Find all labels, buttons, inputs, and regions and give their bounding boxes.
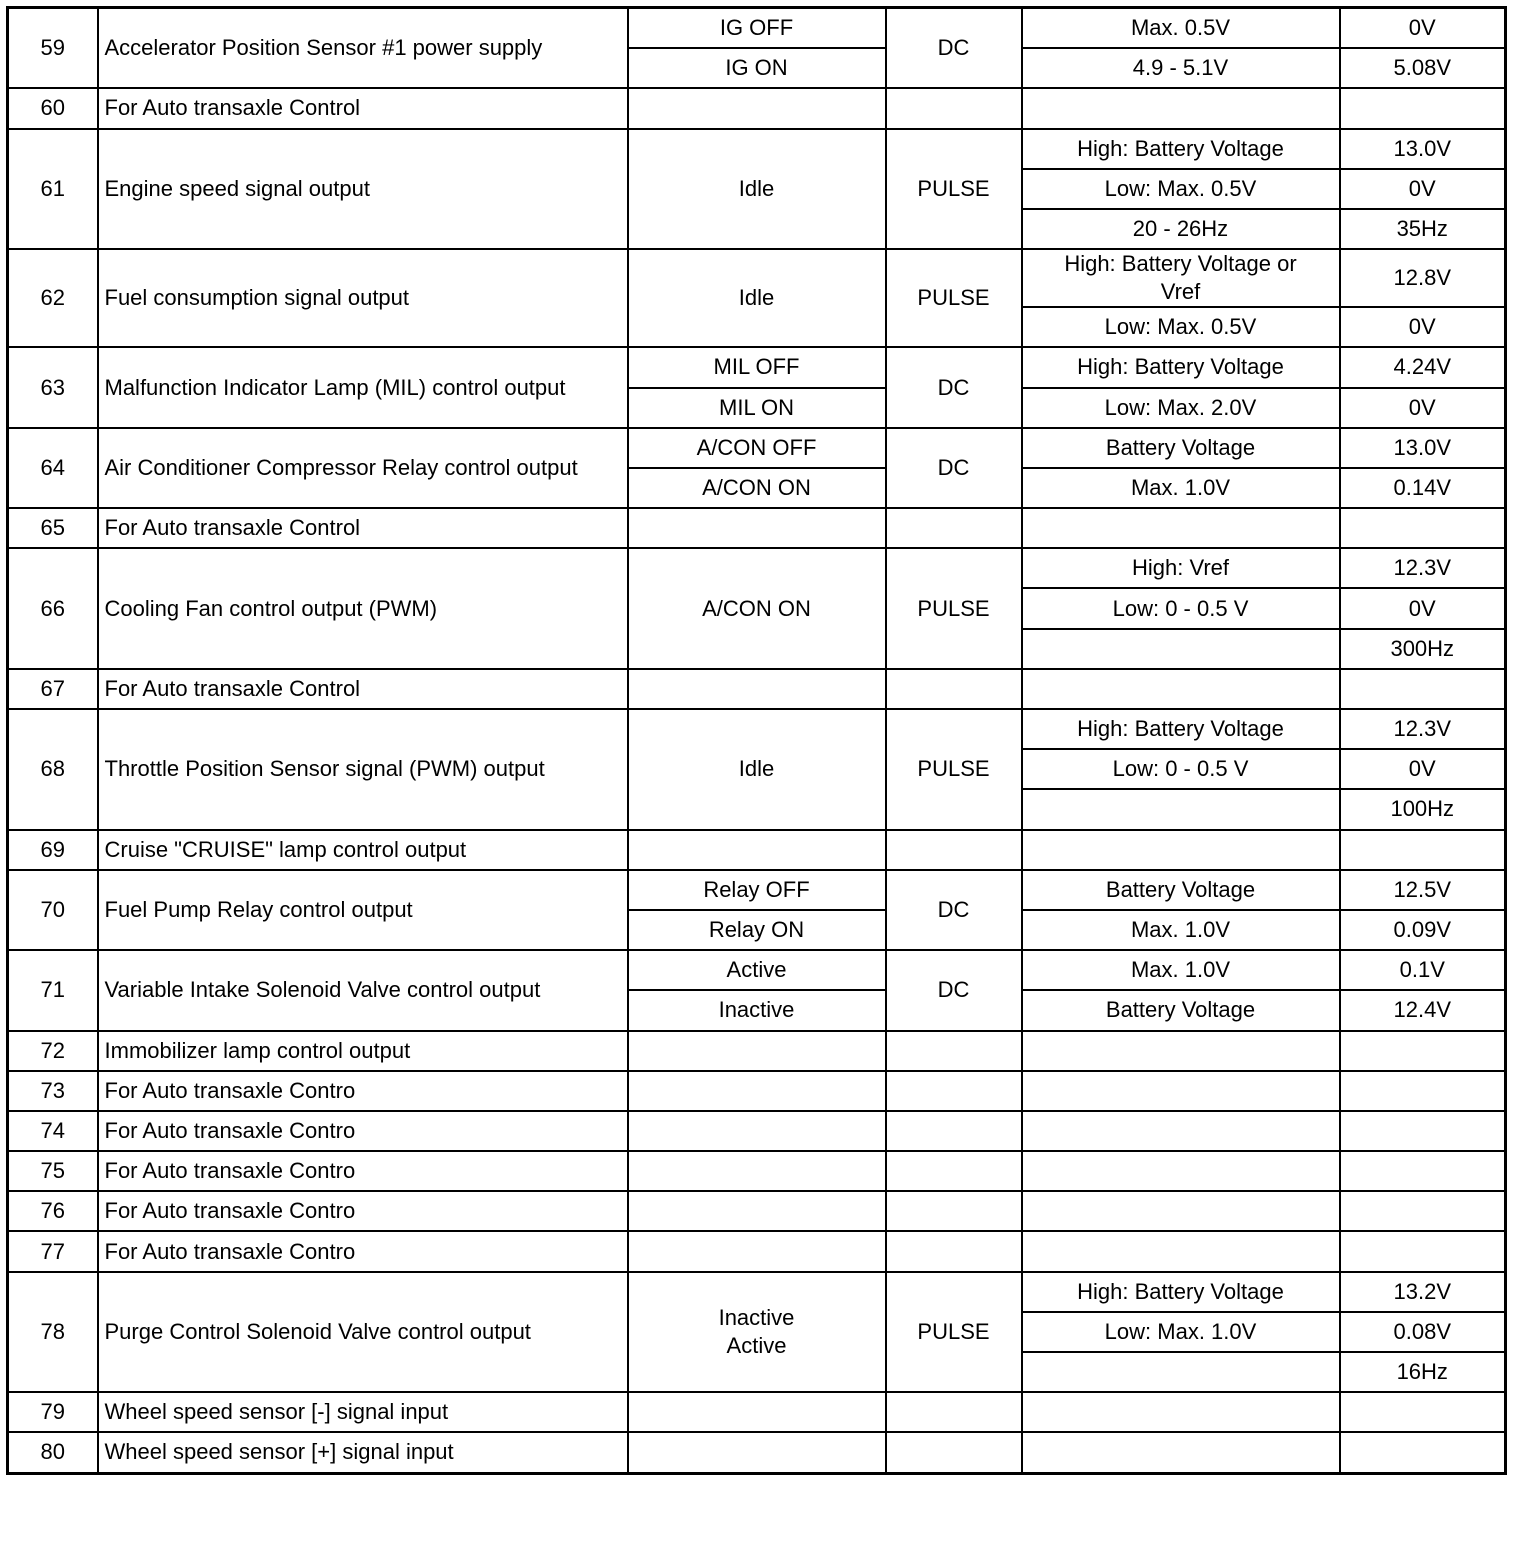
pin-number: 77 — [8, 1231, 98, 1271]
spec-value: Low: 0 - 0.5 V — [1022, 588, 1340, 628]
spec-value — [1022, 1191, 1340, 1231]
condition — [628, 1432, 886, 1473]
signal-type: DC — [886, 870, 1022, 950]
spec-value: High: Battery Voltage or Vref — [1022, 249, 1340, 307]
pin-number: 78 — [8, 1272, 98, 1393]
condition — [628, 1071, 886, 1111]
ecm-pin-table — [6, 6, 1507, 1475]
pin-description: For Auto transaxle Contro — [98, 1111, 628, 1151]
spec-value: Max. 1.0V — [1022, 468, 1340, 508]
table-row — [8, 1111, 1506, 1151]
spec-value: Battery Voltage — [1022, 870, 1340, 910]
pin-number: 71 — [8, 950, 98, 1030]
pin-description: For Auto transaxle Control — [98, 88, 628, 128]
table-row — [8, 347, 1506, 387]
pin-description: Purge Control Solenoid Valve control output — [98, 1272, 628, 1393]
condition: Relay ON — [628, 910, 886, 950]
signal-type: DC — [886, 950, 1022, 1030]
signal-type — [886, 1111, 1022, 1151]
test-result — [1340, 1191, 1506, 1231]
test-result: 4.24V — [1340, 347, 1506, 387]
pin-description: Cooling Fan control output (PWM) — [98, 548, 628, 669]
test-result: 35Hz — [1340, 209, 1506, 249]
spec-value: High: Battery Voltage — [1022, 709, 1340, 749]
condition — [628, 669, 886, 709]
test-result: 0.1V — [1340, 950, 1506, 990]
pin-description: Fuel consumption signal output — [98, 249, 628, 347]
pin-number: 75 — [8, 1151, 98, 1191]
table-row — [8, 709, 1506, 749]
pin-description: Immobilizer lamp control output — [98, 1031, 628, 1071]
test-result: 12.3V — [1340, 548, 1506, 588]
spec-value — [1022, 830, 1340, 870]
signal-type: PULSE — [886, 129, 1022, 250]
pin-description: Cruise "CRUISE" lamp control output — [98, 830, 628, 870]
signal-type — [886, 1432, 1022, 1473]
spec-value: Battery Voltage — [1022, 990, 1340, 1030]
condition — [628, 1231, 886, 1271]
table-row — [8, 88, 1506, 128]
spec-value: Low: 0 - 0.5 V — [1022, 749, 1340, 789]
table-body — [8, 8, 1506, 1474]
condition — [628, 508, 886, 548]
condition: MIL ON — [628, 388, 886, 428]
test-result: 0.08V — [1340, 1312, 1506, 1352]
pin-description: Wheel speed sensor [+] signal input — [98, 1432, 628, 1473]
pin-description: Engine speed signal output — [98, 129, 628, 250]
spec-value: High: Battery Voltage — [1022, 1272, 1340, 1312]
condition — [628, 1191, 886, 1231]
pin-number: 65 — [8, 508, 98, 548]
spec-value: High: Battery Voltage — [1022, 129, 1340, 169]
pin-description: Air Conditioner Compressor Relay control output — [98, 428, 628, 508]
spec-value: Low: Max. 1.0V — [1022, 1312, 1340, 1352]
table-row — [8, 508, 1506, 548]
condition — [628, 1151, 886, 1191]
spec-value: Low: Max. 2.0V — [1022, 388, 1340, 428]
table-row — [8, 1432, 1506, 1473]
test-result: 0V — [1340, 169, 1506, 209]
test-result: 12.3V — [1340, 709, 1506, 749]
pin-description: Variable Intake Solenoid Valve control output — [98, 950, 628, 1030]
spec-value: Low: Max. 0.5V — [1022, 307, 1340, 347]
condition: A/CON OFF — [628, 428, 886, 468]
condition: Idle — [628, 129, 886, 250]
table-row — [8, 1272, 1506, 1312]
spec-value — [1022, 1071, 1340, 1111]
pin-number: 63 — [8, 347, 98, 427]
signal-type: DC — [886, 428, 1022, 508]
pin-number: 80 — [8, 1432, 98, 1473]
pin-number: 68 — [8, 709, 98, 830]
spec-value: 20 - 26Hz — [1022, 209, 1340, 249]
signal-type: PULSE — [886, 709, 1022, 830]
test-result: 300Hz — [1340, 629, 1506, 669]
signal-type: PULSE — [886, 548, 1022, 669]
condition: IG ON — [628, 48, 886, 88]
signal-type — [886, 669, 1022, 709]
spec-value — [1022, 1392, 1340, 1432]
table-row — [8, 1151, 1506, 1191]
spec-value — [1022, 1111, 1340, 1151]
condition: Idle — [628, 249, 886, 347]
test-result — [1340, 830, 1506, 870]
spec-value — [1022, 629, 1340, 669]
table-row — [8, 1392, 1506, 1432]
spec-value — [1022, 789, 1340, 829]
pin-number: 64 — [8, 428, 98, 508]
pin-description: For Auto transaxle Control — [98, 508, 628, 548]
spec-value — [1022, 669, 1340, 709]
pin-description: Accelerator Position Sensor #1 power supply — [98, 8, 628, 89]
table-row — [8, 830, 1506, 870]
pin-description: Throttle Position Sensor signal (PWM) output — [98, 709, 628, 830]
pin-description: For Auto transaxle Control — [98, 669, 628, 709]
condition: Idle — [628, 709, 886, 830]
signal-type — [886, 1151, 1022, 1191]
test-result — [1340, 1231, 1506, 1271]
spec-value: High: Battery Voltage — [1022, 347, 1340, 387]
signal-type: PULSE — [886, 1272, 1022, 1393]
signal-type — [886, 508, 1022, 548]
spec-value — [1022, 1432, 1340, 1473]
table-row — [8, 8, 1506, 49]
test-result: 13.0V — [1340, 428, 1506, 468]
signal-type — [886, 1191, 1022, 1231]
condition: Inactive — [628, 990, 886, 1030]
test-result: 0V — [1340, 588, 1506, 628]
spec-value: Low: Max. 0.5V — [1022, 169, 1340, 209]
table-row — [8, 1071, 1506, 1111]
pin-description: Malfunction Indicator Lamp (MIL) control output — [98, 347, 628, 427]
pin-number: 72 — [8, 1031, 98, 1071]
pin-number: 59 — [8, 8, 98, 89]
signal-type — [886, 1031, 1022, 1071]
test-result — [1340, 1111, 1506, 1151]
test-result: 0V — [1340, 749, 1506, 789]
condition: A/CON ON — [628, 468, 886, 508]
test-result — [1340, 1071, 1506, 1111]
condition — [628, 1392, 886, 1432]
test-result: 13.0V — [1340, 129, 1506, 169]
pin-number: 79 — [8, 1392, 98, 1432]
condition: Inactive Active — [628, 1272, 886, 1393]
pin-number: 60 — [8, 88, 98, 128]
table-row — [8, 950, 1506, 990]
condition — [628, 830, 886, 870]
spec-value: Max. 1.0V — [1022, 950, 1340, 990]
signal-type — [886, 830, 1022, 870]
signal-type: PULSE — [886, 249, 1022, 347]
condition — [628, 88, 886, 128]
test-result — [1340, 1151, 1506, 1191]
test-result: 12.4V — [1340, 990, 1506, 1030]
spec-value — [1022, 1231, 1340, 1271]
spec-value: Battery Voltage — [1022, 428, 1340, 468]
table-row — [8, 1031, 1506, 1071]
pin-number: 61 — [8, 129, 98, 250]
pin-number: 69 — [8, 830, 98, 870]
signal-type — [886, 1231, 1022, 1271]
test-result: 5.08V — [1340, 48, 1506, 88]
condition: IG OFF — [628, 8, 886, 49]
spec-value — [1022, 508, 1340, 548]
signal-type: DC — [886, 347, 1022, 427]
condition — [628, 1111, 886, 1151]
table-row — [8, 129, 1506, 169]
pin-description: For Auto transaxle Contro — [98, 1071, 628, 1111]
test-result: 0V — [1340, 8, 1506, 49]
signal-type — [886, 88, 1022, 128]
condition: A/CON ON — [628, 548, 886, 669]
signal-type — [886, 1071, 1022, 1111]
spec-value — [1022, 88, 1340, 128]
table-row — [8, 669, 1506, 709]
pin-description: For Auto transaxle Contro — [98, 1151, 628, 1191]
document-page — [6, 6, 1507, 1475]
signal-type — [886, 1392, 1022, 1432]
table-row — [8, 548, 1506, 588]
pin-number: 73 — [8, 1071, 98, 1111]
test-result: 12.5V — [1340, 870, 1506, 910]
condition — [628, 1031, 886, 1071]
test-result: 12.8V — [1340, 249, 1506, 307]
pin-description: For Auto transaxle Contro — [98, 1231, 628, 1271]
condition: MIL OFF — [628, 347, 886, 387]
condition: Active — [628, 950, 886, 990]
test-result — [1340, 669, 1506, 709]
table-row — [8, 1191, 1506, 1231]
pin-number: 67 — [8, 669, 98, 709]
spec-value: Max. 0.5V — [1022, 8, 1340, 49]
test-result — [1340, 1432, 1506, 1473]
test-result: 100Hz — [1340, 789, 1506, 829]
spec-value: 4.9 - 5.1V — [1022, 48, 1340, 88]
test-result: 0V — [1340, 307, 1506, 347]
test-result: 0.09V — [1340, 910, 1506, 950]
pin-number: 70 — [8, 870, 98, 950]
table-row — [8, 1231, 1506, 1271]
test-result: 13.2V — [1340, 1272, 1506, 1312]
spec-value — [1022, 1151, 1340, 1191]
spec-value — [1022, 1031, 1340, 1071]
pin-description: Fuel Pump Relay control output — [98, 870, 628, 950]
table-row — [8, 870, 1506, 910]
test-result — [1340, 1031, 1506, 1071]
pin-number: 76 — [8, 1191, 98, 1231]
test-result — [1340, 88, 1506, 128]
test-result: 0V — [1340, 388, 1506, 428]
spec-value: Max. 1.0V — [1022, 910, 1340, 950]
test-result: 16Hz — [1340, 1352, 1506, 1392]
test-result — [1340, 1392, 1506, 1432]
spec-value: High: Vref — [1022, 548, 1340, 588]
pin-description: For Auto transaxle Contro — [98, 1191, 628, 1231]
test-result: 0.14V — [1340, 468, 1506, 508]
test-result — [1340, 508, 1506, 548]
pin-description: Wheel speed sensor [-] signal input — [98, 1392, 628, 1432]
pin-number: 74 — [8, 1111, 98, 1151]
pin-number: 62 — [8, 249, 98, 347]
pin-number: 66 — [8, 548, 98, 669]
table-row — [8, 428, 1506, 468]
condition: Relay OFF — [628, 870, 886, 910]
spec-value — [1022, 1352, 1340, 1392]
signal-type: DC — [886, 8, 1022, 89]
